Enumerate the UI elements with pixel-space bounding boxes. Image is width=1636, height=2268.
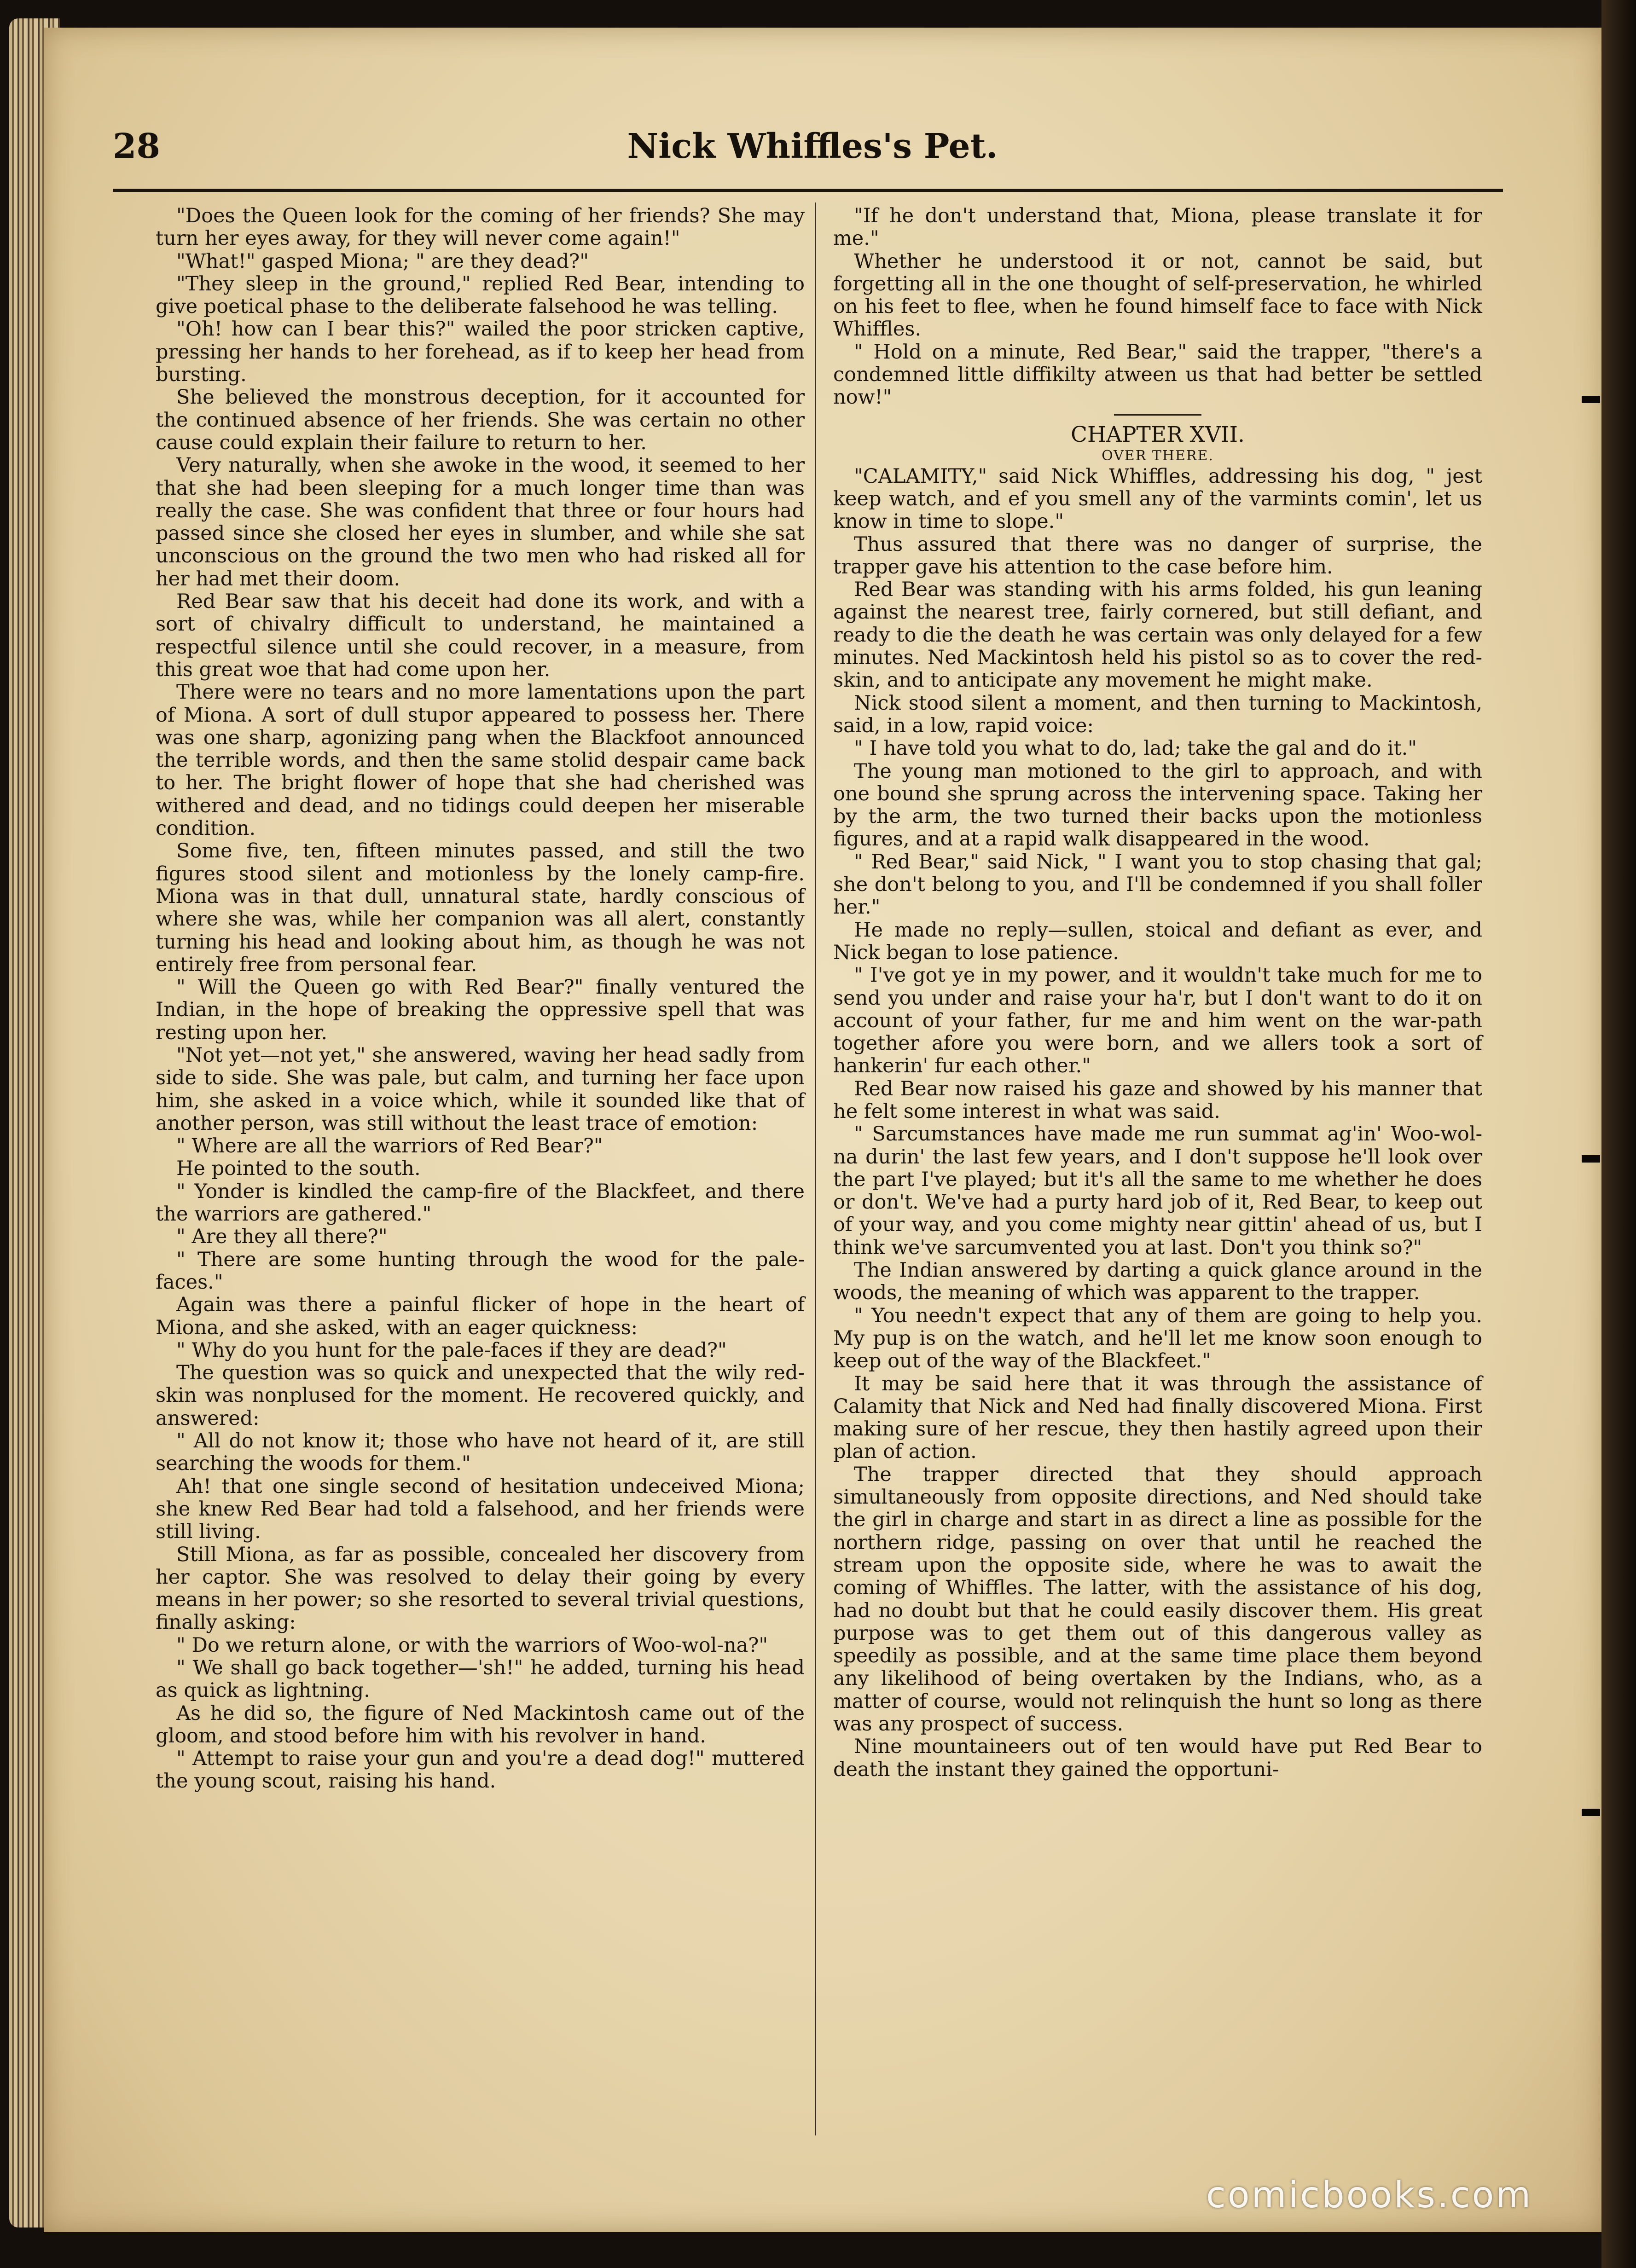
paragraph: " All do not know it; those who have not heard of it, are still searching the woods for them." xyxy=(156,1429,805,1475)
paragraph: " You needn't expect that any of them are going to help you. My pup is on the watch, and he'll let me know soon enough to keep out of the way of the Blackfeet." xyxy=(833,1304,1482,1373)
right-column xyxy=(833,205,1482,1781)
paragraph: " I have told you what to do, lad; take the gal and do it." xyxy=(854,737,1417,760)
paragraph: He pointed to the south. xyxy=(176,1157,421,1180)
paragraph: Still Miona, as far as possible, concealed her discovery from her captor. She was resolved to delay their going by every means in her power; so she resorted to several trivial questions, finally asking: xyxy=(156,1543,805,1634)
paragraph: " Where are all the warriors of Red Bear?" xyxy=(176,1134,603,1158)
running-title: Nick Whiffles's Pet. xyxy=(627,127,998,166)
paragraph: "If he don't understand that, Miona, please translate it for me." xyxy=(833,204,1482,250)
paragraph: As he did so, the figure of Ned Mackintosh came out of the gloom, and stood before him with his revolver in hand. xyxy=(156,1701,805,1747)
page-header xyxy=(113,127,1512,182)
binding-shadow xyxy=(1601,0,1636,2268)
paragraph: He made no reply—sullen, stoical and defiant as ever, and Nick began to lose patience. xyxy=(833,918,1482,964)
paragraph: Again was there a painful flicker of hope in the heart of Miona, and she asked, with an eager quickness: xyxy=(156,1293,805,1339)
paragraph: "CALAMITY," said Nick Whiffles, addressing his dog, " jest keep watch, and ef you smell any of the varmints comin', let us know in time to slope." xyxy=(833,464,1482,533)
paragraph: Nick stood silent a moment, and then turning to Mackintosh, said, in a low, rapid voice: xyxy=(833,691,1482,737)
paragraph: " Yonder is kindled the camp-fire of the Blackfeet, and there the warriors are gathered." xyxy=(156,1180,805,1226)
right-column-before-chapter xyxy=(833,205,1482,409)
paragraph: "They sleep in the ground," replied Red Bear, intending to give poetical phase to the deliberate falsehood he was telling. xyxy=(156,272,805,318)
column-divider xyxy=(815,202,816,2135)
chapter-subtitle: OVER THERE. xyxy=(1102,447,1214,464)
paragraph: Red Bear now raised his gaze and showed by his manner that he felt some interest in what was said. xyxy=(833,1077,1482,1123)
paragraph: " Are they all there?" xyxy=(176,1225,388,1249)
paragraph: "Not yet—not yet," she answered, waving her head sadly from side to side. She was pale, but calm, and turning her face upon him, she asked in a voice which, while it sounded like that of another person, was still without the least trace of emotion: xyxy=(156,1043,805,1135)
page-number: 28 xyxy=(113,127,160,166)
paragraph: " Hold on a minute, Red Bear," said the trapper, "there's a condemned little diffikilty atween us that had better be settled now!" xyxy=(833,340,1482,409)
left-column xyxy=(156,205,805,1793)
paragraph: "Does the Queen look for the coming of her friends? She may turn her eyes away, for they will never come again!" xyxy=(156,204,805,250)
paragraph: " Do we return alone, or with the warriors of Woo-wol-na?" xyxy=(176,1633,768,1657)
binding-tab xyxy=(1582,1809,1600,1816)
paragraph: Ah! that one single second of hesitation undeceived Miona; she knew Red Bear had told a falsehood, and her friends were still living. xyxy=(156,1475,805,1544)
paragraph: " Will the Queen go with Red Bear?" finally ventured the Indian, in the hope of breaking the oppressive spell that was resting upon her. xyxy=(156,976,805,1044)
paragraph: The question was so quick and unexpected that the wily red-skin was nonplused for the moment. He recovered quickly, and answered: xyxy=(156,1361,805,1430)
header-rule xyxy=(113,189,1503,192)
paragraph: "What!" gasped Miona; " are they dead?" xyxy=(176,249,589,273)
paragraph: Thus assured that there was no danger of surprise, the trapper gave his attention to the case before him. xyxy=(833,532,1482,579)
paragraph: The Indian answered by darting a quick glance around in the woods, the meaning of which was apparent to the trapper. xyxy=(833,1259,1482,1305)
paragraph: " I've got ye in my power, and it wouldn't take much for me to send you under and raise your ha'r, but I don't want to do it on account of your father, fur me and him went on the war-path together afore you were born, and we allers took a sort of hankerin' fur each other." xyxy=(833,964,1482,1078)
paragraph: The trapper directed that they should approach simultaneously from opposite directions, and Ned should take the girl in charge and start in as direct a line as possible for the northern ridge, passing on over that until he reached the stream upon the opposite side, where he was to await the coming of Whiffles. The latter, with the assistance of his dog, had no doubt but that he could easily discover them. His great purpose was to get them out of this dangerous valley as speedily as possible, and at the same time place them beyond any likelihood of being overtaken by the Indians, who, as a matter of course, would not relinquish the hunt so long as there was any prospect of success. xyxy=(833,1463,1482,1736)
paragraph: The young man motioned to the girl to approach, and with one bound she sprung across the intervening space. Taking her by the arm, the two turned their backs upon the motionless figures, and at a rapid walk disappeared in the wood. xyxy=(833,759,1482,851)
paragraph: " There are some hunting through the wood for the pale-faces." xyxy=(156,1248,805,1294)
paragraph: " Red Bear," said Nick, " I want you to stop chasing that gal; she don't belong to you, and I'll be condemned if you shall foller her." xyxy=(833,850,1482,919)
paragraph: Some five, ten, fifteen minutes passed, and still the two figures stood silent and motionless by the lonely camp-fire. Miona was in that dull, unnatural state, hardly conscious of where she was, while her companion was all alert, constantly turning his head and looking about him, as though he was not entirely free from personal fear. xyxy=(156,839,805,976)
paragraph: Nine mountaineers out of ten would have put Red Bear to death the instant they gained the opportuni- xyxy=(833,1735,1482,1781)
watermark: comicbooks.com xyxy=(1206,2175,1533,2216)
paragraph: " We shall go back together—'sh!" he added, turning his head as quick as lightning. xyxy=(156,1656,805,1702)
paragraph: " Why do you hunt for the pale-faces if they are dead?" xyxy=(176,1338,727,1362)
paragraph: Red Bear saw that his deceit had done its work, and with a sort of chivalry difficult to understand, he maintained a respectful silence until she could recover, in a measure, from this great woe that had come upon her. xyxy=(156,590,805,681)
paragraph: " Attempt to raise your gun and you're a dead dog!" muttered the young scout, raising his hand. xyxy=(156,1747,805,1793)
chapter-rule xyxy=(1114,414,1201,416)
binding-tab xyxy=(1582,1155,1600,1163)
chapter-title: CHAPTER XVII. xyxy=(1071,422,1245,447)
paragraph: Red Bear was standing with his arms folded, his gun leaning against the nearest tree, fairly cornered, but still defiant, and ready to die the death he was certain was only delayed for a few minutes. Ned Mackintosh held his pistol so as to cover the red-skin, and to anticipate any movement he might make. xyxy=(833,578,1482,692)
paragraph: It may be said here that it was through the assistance of Calamity that Nick and Ned had finally discovered Miona. First making sure of her rescue, they then hastily agreed upon their plan of action. xyxy=(833,1372,1482,1464)
right-column-after-chapter xyxy=(833,465,1482,1781)
paragraph: There were no tears and no more lamentations upon the part of Miona. A sort of dull stupor appeared to possess her. There was one sharp, agonizing pang when the Blackfoot announced the terrible words, and then the same stolid despair came back to her. The bright flower of hope that she had cherished was withered and dead, and no tidings could deepen her miserable condition. xyxy=(156,681,805,840)
paragraph: " Sarcumstances have made me run summat ag'in' Woo-wol-na durin' the last few years, and I don't suppose he'll look over the part I've played; but it's all the same to me whether he does or don't. We've had a purty hard job of it, Red Bear, to keep out of your way, and you come mighty near gittin' ahead of us, but I think we've sarcumvented you at last. Don't you think so?" xyxy=(833,1122,1482,1259)
paragraph: Very naturally, when she awoke in the wood, it seemed to her that she had been sleeping for a much longer time than was really the case. She was confident that three or four hours had passed since she closed her eyes in slumber, and while she sat unconscious on the ground the two men who had risked all for her had met their doom. xyxy=(156,454,805,590)
paragraph: She believed the monstrous deception, for it accounted for the continued absence of her friends. She was certain no other cause could explain their failure to return to her. xyxy=(156,386,805,454)
paragraph: "Oh! how can I bear this?" wailed the poor stricken captive, pressing her hands to her forehead, as if to keep her head from bursting. xyxy=(156,318,805,387)
binding-tab xyxy=(1582,396,1600,403)
paragraph: Whether he understood it or not, cannot be said, but forgetting all in the one thought of self-preservation, he whirled on his feet to flee, when he found himself face to face with Nick Whiffles. xyxy=(833,249,1482,341)
